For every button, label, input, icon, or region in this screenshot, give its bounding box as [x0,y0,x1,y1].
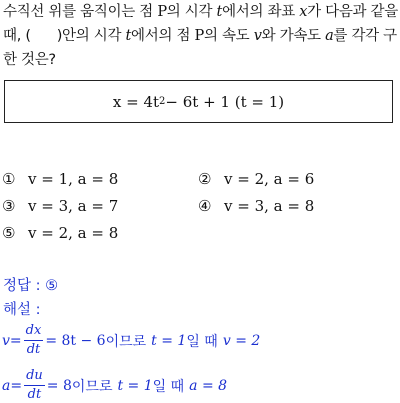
choice-text: v = 2, a = 6 [224,170,315,188]
equation-lhs: x = 4t [112,92,160,111]
choice-4[interactable] [198,197,314,215]
result: v = 2 [222,332,261,349]
choice-number: ③ [2,197,16,215]
derivative-fraction [24,323,44,358]
solution-label: 해설 : [3,302,41,318]
acceleration-variable: a [2,377,11,394]
fraction-denominator: dt [26,342,41,357]
position-variable: x [299,4,308,20]
velocity-variable: v [2,332,10,349]
choice-text: v = 2, a = 8 [28,224,119,242]
equals-sign: = [9,332,22,349]
velocity-variable: v [253,28,262,44]
text-run: 가 다음과 같을 [307,4,398,20]
text-run: 때, ( [3,28,31,44]
text-run: 와 가속도 [261,28,326,44]
question-line-2 [3,24,397,48]
text-run: 의 속도 [203,28,254,44]
equals-sign: = [10,377,23,394]
question-line-1 [3,0,397,24]
fraction-denominator: dt [27,387,42,402]
derivative-fraction [24,368,45,403]
fraction-numerator: dx [24,323,44,341]
text-run: 일 때 [152,378,185,395]
choice-number: ① [2,170,16,188]
answer-label: 정답 : ⑤ [3,278,59,294]
derivative-expression: = 8 [46,377,72,394]
choice-3[interactable] [2,197,118,215]
text-run: )안의 시각 [56,28,126,44]
equation-rhs: − 6t + 1 (t = 1) [165,92,285,111]
solution-line-2 [2,368,227,403]
condition: t = 1 [151,332,187,349]
result: a = 8 [189,377,228,394]
acceleration-variable: a [325,28,334,44]
text-run: 이므로 [71,378,113,395]
choice-number: ④ [198,197,212,215]
text-run: 에서의 좌표 [222,4,300,20]
choice-text: v = 1, a = 8 [28,170,119,188]
text-run: 의 시각 [166,4,217,20]
point-symbol: P [194,28,204,44]
condition: t = 1 [117,377,153,394]
choice-2[interactable] [198,170,314,188]
equation-exponent: 2 [159,96,166,107]
fraction-numerator: du [24,368,45,386]
time-variable: t [216,4,223,20]
choice-5[interactable] [2,224,118,242]
choice-text: v = 3, a = 8 [224,197,315,215]
choice-number: ② [198,170,212,188]
choice-number: ⑤ [2,224,16,242]
question-line-3: 한 것은? [3,52,56,68]
choice-text: v = 3, a = 7 [28,197,119,215]
text-run: 수직선 위를 움직이는 점 [3,4,158,20]
solution-line-1 [2,323,260,358]
text-run: 이므로 [105,333,147,350]
text-run: 에서의 점 [131,28,195,44]
text-run: 를 각각 구 [333,28,397,44]
choice-1[interactable] [2,170,118,188]
equation-box [4,80,393,123]
point-symbol: P [157,4,167,20]
question-text [3,0,397,72]
time-variable: t [125,28,132,44]
text-run: 일 때 [186,333,218,350]
derivative-expression: = 8t − 6 [45,332,106,349]
